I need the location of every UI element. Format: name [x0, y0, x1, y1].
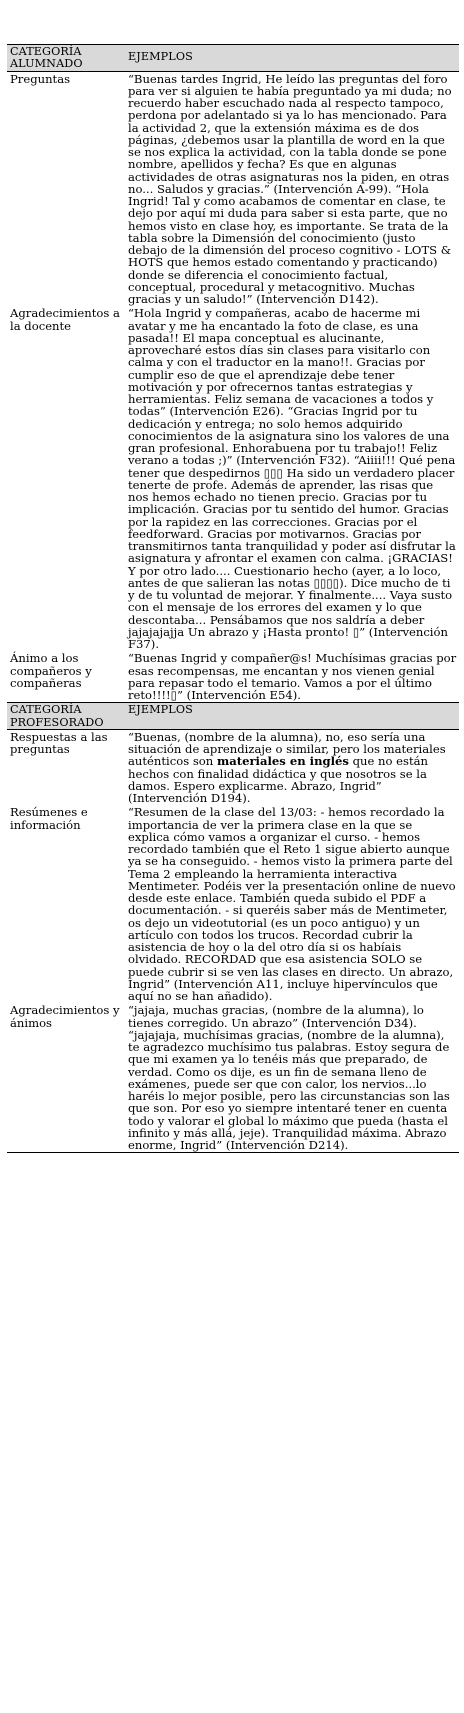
header-category: CATEGORÍA PROFESORADO — [7, 703, 125, 730]
table-row — [7, 805, 459, 1003]
document — [7, 44, 459, 1153]
example-cell: “Hola Ingrid y compañeras, acabo de hacerme mi avatar y me ha encantado la foto de clase, es una pasada!! El mapa conceptual es alucinante, aprovecharé estos días sin clases para visitarlo con calma y con el traductor en la mano!!. Gracias por cumplir eso de que el aprendizaje debe tener motivación y por ofrecernos tantas estrategias y herramientas. Feliz semana de vacaciones a todos y todas” (Intervención E26). “Gracias Ingrid por tu dedicación y entrega; no solo hemos adquirido conocimientos de la asignatura sino los valores de una gran profesional. Enhorabuena por tu trabajo!! Feliz verano a todas ;)” (Intervención F32). “Aiiii!!! Qué pena tener que despedirnos ▯▯▯ Ha sido un verdadero placer tenerte de profe. Además de aprender, las risas que nos hemos echado no tienen precio. Gracias por tu implicación. Gracias por tu sentido del humor. Gracias por la rapidez en las correcciones. Gracias por el feedforward. Gracias por motivarnos. Gracias por transmitirnos tanta tranquilidad y poder así disfrutar la asignatura y afrontar el examen con calma. ¡GRACIAS! Y por otro lado.... Cuestionario hecho (ayer, a lo loco, antes de que salieran las notas ▯▯▯▯). Dice mucho de ti y de tu voluntad de mejorar. Y finalmente.... Vaya susto con el mensaje de los errores del examen y lo que descontaba... Pensábamos que nos saldría a deber jajajajajja Un abrazo y ¡Hasta pronto! ▯” (Intervención F37). — [128, 306, 456, 651]
example-text: “Buenas, (nombre de la alumna), no, eso sería una situación de aprendizaje o similar, pero los materiales auténticos son — [128, 729, 446, 769]
table-header-profesorado — [7, 703, 459, 730]
example-cell — [125, 729, 459, 805]
example-cell: “Buenas Ingrid y compañer@s! Muchísimas gracias por esas recompensas, me encantan y nos vienen genial para repasar todo el temario. Vamos a por el último reto!!!!▯” (Intervención E54). — [128, 651, 457, 702]
category-cell: Ánimo a los compañeros y compañeras — [10, 651, 92, 690]
table-row — [7, 651, 459, 703]
header-examples: EJEMPLOS — [125, 45, 459, 72]
category-cell: Respuestas a las preguntas — [10, 729, 108, 756]
category-cell: Agradecimientos a la docente — [10, 306, 120, 333]
header-examples: EJEMPLOS — [125, 703, 459, 730]
category-cell: Agradecimientos y ánimos — [7, 1003, 125, 1153]
example-text: que no están hechos con finalidad didáctica y que nosotros se la damos. Espero explicarme. Abrazo, Ingrid” (Intervención D194). — [128, 754, 429, 805]
example-cell: “jajaja, muchas gracias, (nombre de la alumna), lo tienes corregido. Un abrazo” (Intervención D34). “jajajaja, muchísimas gracias, (nombre de la alumna), te agradezco muchísimo tus palabras. Estoy segura de que mi examen ya lo tenéis más que preparado, de verdad. Como os dije, es un fin de semana lleno de exámenes, puede ser que con calor, los nervios...lo haréis lo mejor posible, pero las circunstancias son las que son. Por eso yo siempre intentaré tener en cuenta todo y valorar el global lo máximo que pueda (hasta el infinito y más allá, jeje). Tranquilidad máxima. Abrazo enorme, Ingrid” (Intervención D214). — [125, 1003, 459, 1153]
example-cell: “Resumen de la clase del 13/03: - hemos recordado la importancia de ver la primera clase en la que se explica cómo vamos a organizar el curso. - hemos recordado también que el Reto 1 sigue abierto aunque ya se ha conseguido. - hemos visto la primera parte del Tema 2 empleando la herramienta interactiva Mentimeter. Podéis ver la presentación online de nuevo desde este enlace. También queda subido el PDF a documentación. - si queréis saber más de Mentimeter, os dejo un videotutorial (es un poco antiguo) y un artículo con todos los trucos. Recordad cubrir la asistencia de hoy o la del otro día si os habíais olvidado. RECORDAD que esa asistencia SOLO se puede cubrir si se ven las clases en directo. Un abrazo, Ingrid” (Intervención A11, incluye hipervínculos que aquí no se han añadido). — [128, 805, 456, 1003]
category-cell: Resúmenes e información — [10, 805, 88, 832]
table-row — [7, 71, 459, 306]
header-category: CATEGORÍA ALUMNADO — [7, 45, 125, 72]
table-header-alumnado — [7, 45, 459, 72]
table-row — [7, 306, 459, 651]
category-cell: Preguntas — [10, 71, 71, 86]
table-row — [7, 729, 459, 805]
example-bold-text: materiales en inglés — [216, 754, 349, 769]
table-row — [7, 1003, 459, 1153]
example-cell: “Buenas tardes Ingrid, He leído las preguntas del foro para ver si alguien te había preguntado ya mi duda; no recuerdo haber escuchado nada al respecto tampoco, perdona por adelantado si ya lo has mencionado. Para la actividad 2, que la extensión máxima es de dos páginas, ¿debemos usar la plantilla de word en la que se nos explica la actividad, con la tabla donde se pone nombre, apellidos y fecha? Es que en algunas actividades de otras asignaturas nos la piden, en otras no... Saludos y gracias.” (Intervención A-99). “Hola Ingrid! Tal y como acabamos de comentar en clase, te dejo por aquí mi duda para saber si esta parte, que no hemos visto en clase hoy, es importante. Se trata de la tabla sobre la Dimensión del conocimiento (justo debajo de la dimensión del proceso cognitivo - LOTS & HOTS que hemos estado comentando y practicando) donde se diferencia el conocimiento factual, conceptual, procedural y metacognitivo. Muchas gracias y un saludo!” (Intervención D142). — [128, 71, 452, 306]
categories-table — [7, 44, 459, 1153]
